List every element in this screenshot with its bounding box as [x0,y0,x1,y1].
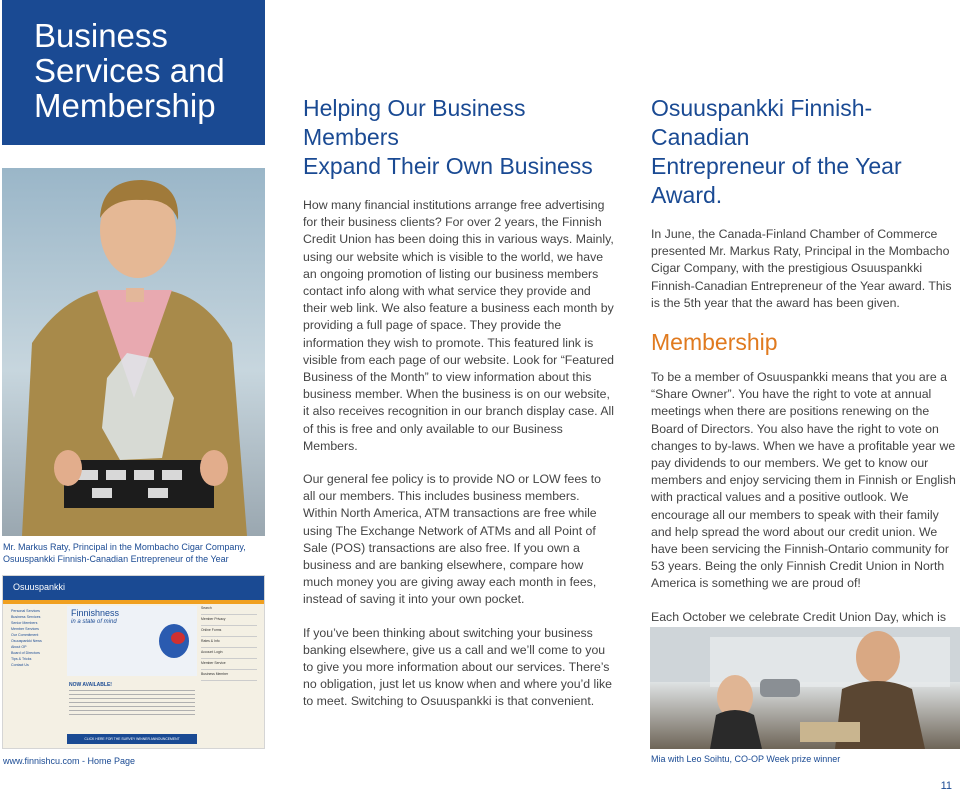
award-paragraph: In June, the Canada-Finland Chamber of Commerce presented Mr. Markus Raty, Principal in the Mombacho Cigar Company, with the prestigious Osuuspankki Finnish-Canadian Entrepreneur of the Year award. This is the 5th year that the award has been given. [651,227,952,310]
website-nav-item: Osuuspankki News [11,639,42,643]
article-paragraph: If you’ve been thinking about switching your business banking elsewhere, give us a call and we’ll come to you to give you more information about our services. There’s no obligation, just let us know when and where you’d like to meet. Switching to Osuuspankki is that convenient. [303,625,612,709]
award-heading: Osuuspankki Finnish-Canadian Entrepreneur of the Year Award. [651,95,902,208]
business-members-article [303,94,615,711]
prize-photo-caption: Mia with Leo Soihtu, CO-OP Week prize winner [651,754,841,764]
prize-winner-illustration [650,627,960,749]
website-nav-item: Tips & Tricks [11,657,32,661]
website-side-panel [201,606,257,683]
website-hero-title: Finnishness [71,608,120,618]
website-nav-item: Member Services [11,627,39,631]
page-title: Business Services and Membership [34,17,225,124]
website-side-item: Business Member [201,672,257,681]
membership-paragraph: To be a member of Osuuspankki means that you are a “Share Owner”. You have the right to vote at annual meetings when there are positions renewing on the Board of Directors. You also have the right to vote on changes to by-laws. When we have a profitable year we pay dividends to our members. We get to know our members and enjoy servicing them in Finnish or English with practical values and a positive outlook. We encourage all our members to speak with their family and help spread the word about our credit union. We have been servicing the Finnish-Ontario community for 53 years. Being the only Finnish Credit Union in North America is something we are proud of! [651,370,956,591]
award-winner-photo [2,168,265,536]
website-header [3,576,264,600]
website-side-item: Account Login [201,650,257,659]
website-bottom-link: CLICK HERE FOR THE SURVEY WINNER ANNOUNCEMENT [67,734,197,744]
website-nav-item: Contact Us [11,663,29,667]
page-number: 11 [940,780,952,792]
award-and-membership-article [651,94,960,695]
award-winner-illustration [2,168,265,536]
business-members-heading: Helping Our Business Members Expand Their Own Business [303,95,593,179]
website-hero [67,606,197,676]
website-screenshot [2,575,265,749]
website-caption: www.finnishcu.com - Home Page [3,756,136,766]
award-photo-caption: Mr. Markus Raty, Principal in the Mombacho Cigar Company, Osuuspankki Finnish-Canadian Entrepreneur of the Year [3,542,246,564]
website-side-item: Member Privacy [201,617,257,626]
article-paragraph: Our general fee policy is to provide NO or LOW fees to all our members. This includes business members. Within North America, ATM transactions are free while using The Exchange Network of ATMs and all Point of Sale (POS) transactions are also free. If you own a business and are banking elsewhere, compare how much money you are giving away each month in fees, instead of saving it into your own pocket. [303,472,601,607]
website-side-item: Member Service [201,661,257,670]
website-nav-item: Board of Directors [11,651,40,655]
website-logo: Osuuspankki [13,582,66,592]
membership-heading: Membership [651,329,778,356]
title-banner [2,0,265,145]
website-nav-item: Business Services [11,615,41,619]
website-side-item: Online Forms [201,628,257,637]
website-nav-item: Our Commitment [11,633,39,637]
prize-winner-photo [650,627,960,749]
website-nav [11,608,63,668]
website-nav-item: Senior Members [11,621,38,625]
website-side-item: Search [201,606,257,615]
coop-week-paragraph: Each October we celebrate Credit Union Day, which is [651,609,947,624]
website-nav-item: Personal Services [11,609,40,613]
website-hero-subtitle: in a state of mind [71,619,117,625]
website-now-available: NOW AVAILABLE! [69,682,112,688]
article-paragraph: How many financial institutions arrange free advertising for their business clients? For over 2 years, the Finnish Credit Union has been doing this in various ways. Mainly, using our website which is visible to the world, we have an ongoing promotion of listing our business members contact info along with what service they provide and their web link. We also feature a business each month by providing a full page of space. They provide the information they wish to promote. This featured link is visible from each page of our website. Look for “Featured Business of the Month” to view information about this business member. When the business is on our website, it also receives recognition in our branch display case. All of this is free and only available to our Business Members. [303,198,615,453]
website-nav-item: About OP [11,645,27,649]
website-side-item: Rates & Info [201,639,257,648]
